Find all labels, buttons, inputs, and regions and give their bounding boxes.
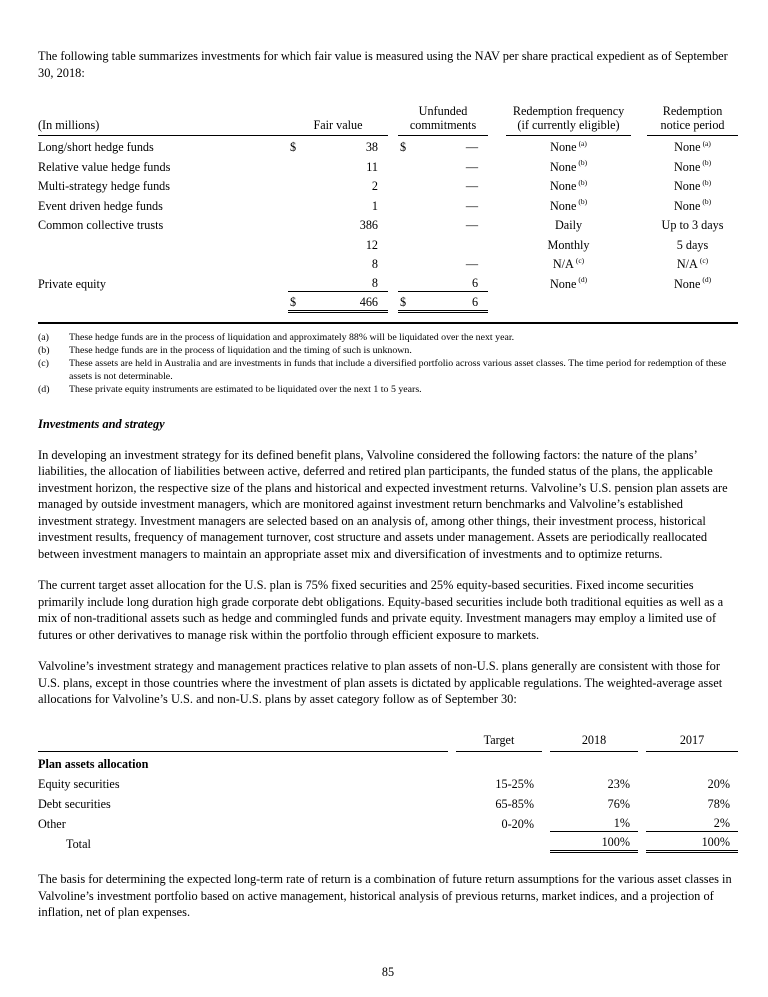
footnote-ref: (b) <box>702 197 712 207</box>
header-target: Target <box>456 730 542 752</box>
page-number: 85 <box>381 964 395 979</box>
frequency-cell: None $^{(a)}$ <box>550 138 587 154</box>
fair-value-cell: 386 <box>359 218 379 232</box>
frequency-cell: N/A $^{(c)}$ <box>552 255 585 271</box>
notice-cell: N/A $^{(c)}$ <box>676 255 709 271</box>
plan-assets-allocation-table <box>38 730 738 854</box>
fair-value-cell: 12 <box>365 237 379 252</box>
unfunded-currency: $ <box>400 140 407 154</box>
row-label: Equity securities <box>38 776 120 791</box>
row-label: Event driven hedge funds <box>38 198 163 213</box>
target-cell: 65-85% <box>495 796 534 811</box>
row-label: Other <box>38 816 66 831</box>
footnote-marker: (c) <box>38 357 49 369</box>
target-cell: 0-20% <box>501 816 534 831</box>
header-2018: 2018 <box>550 730 638 752</box>
footnote-ref: (a) <box>702 138 711 148</box>
table-row <box>38 792 738 812</box>
total-2017-cell: 100% <box>646 832 738 852</box>
closing-paragraph: The basis for determining the expected long-term rate of return is a combination of future return assumptions for the various asset classes in Valvoline’s investment portfolio based on active management, historical analysis of previous returns, market indices, and a projection of inflation, net of plan expenses. <box>38 872 732 919</box>
unfunded-cell: — <box>465 179 479 193</box>
table-total-row <box>38 832 738 852</box>
table-row <box>38 194 738 214</box>
frequency-cell: Monthly <box>547 237 590 252</box>
table-row <box>38 233 738 253</box>
row-label: Relative value hedge funds <box>38 159 171 174</box>
total-fair-value-cell: 466 <box>308 292 388 312</box>
total-label: Total <box>66 836 91 851</box>
notice-cell: None $^{(b)}$ <box>673 158 712 174</box>
document-page <box>38 0 738 980</box>
unfunded-cell: 6 <box>420 272 488 292</box>
row-label: Long/short hedge funds <box>38 140 154 154</box>
header-unfunded-commitments: Unfunded commitments <box>398 105 488 136</box>
footnote-ref: (d) <box>578 275 588 285</box>
fair-value-cell: 2 <box>371 179 379 193</box>
value-2017-cell: 20% <box>707 776 730 791</box>
footnote-ref: (a) <box>578 138 587 148</box>
header-in-millions: (In millions) <box>38 105 288 136</box>
table-row <box>38 772 738 792</box>
table-row <box>38 253 738 273</box>
footnote-ref: (b) <box>578 177 588 187</box>
row-label: Debt securities <box>38 796 111 811</box>
fair-value-cell: 8 <box>308 272 388 292</box>
fair-value-cell: 11 <box>366 159 379 174</box>
value-2017-cell: 2% <box>646 812 738 832</box>
table-row <box>38 272 738 292</box>
unfunded-cell: — <box>465 257 479 271</box>
value-2018-cell: 76% <box>607 796 630 811</box>
footnote-ref: (c) <box>575 255 585 265</box>
footnote-text: These hedge funds are in the process of liquidation and the timing of such is unknown. <box>69 344 412 356</box>
non-us-paragraph: Valvoline’s investment strategy and management practices relative to plan assets of non-U.S. plans generally are consistent with those for U.S. plans, except in those countries where the investment of plan assets is dictated by applicable regulations. The weighted-average asset allocations for Valvoline’s U.S. and non-U.S. plans by asset category follow as of September 30: <box>38 659 723 706</box>
column-gap <box>448 730 456 752</box>
footnote-ref: (d) <box>702 275 712 285</box>
strategy-paragraph: In developing an investment strategy for its defined benefit plans, Valvoline considered the following factors: the nature of the plans’ liabilities, the allocation of liabilities between active, deferred and retired plan participants, the funded status of the plans, the applicable investment horizon, the respective size of the plans and historical and expected investment returns. Valvoline’s U.S. pension plan assets are managed by outside investment managers, which are monitored against investment return benchmarks and Valvoline’s established investment strategy. Investment managers are selected based on an analysis of, among other things, their investment process, historical investment results, frequency of management turnover, cost structure and assets under management. Assets are periodically reallocated between investment managers to maintain an appropriate asset mix and diversification of investments and to optimize returns. <box>38 447 728 561</box>
notice-cell: None $^{(b)}$ <box>673 197 712 213</box>
footnote-ref: (b) <box>578 197 588 207</box>
footnote-text: These assets are held in Australia and are investments in funds that include a diversified portfolio across various asset classes. The time period for redemption of these assets is not determinable. <box>69 357 727 382</box>
column-gap <box>631 105 647 136</box>
header-fair-value: Fair value <box>288 105 388 136</box>
frequency-cell: None $^{(d)}$ <box>549 275 588 291</box>
footnote-ref: (c) <box>699 255 709 265</box>
footnote-text: These private equity instruments are estimated to be liquidated over the next 1 to 5 years. <box>69 383 422 395</box>
table-row <box>38 812 738 832</box>
table-row <box>38 136 738 156</box>
value-2018-cell: 23% <box>607 776 630 791</box>
notice-cell: Up to 3 days <box>661 218 724 232</box>
table-bottom-rule <box>38 322 738 324</box>
row-label: Common collective trusts <box>38 218 164 232</box>
nav-table-header-row <box>38 105 738 136</box>
footnote-marker: (d) <box>38 383 50 395</box>
unfunded-cell: — <box>465 198 479 213</box>
table-total-row <box>38 292 738 312</box>
header-redemption-notice: Redemption notice period <box>647 105 738 136</box>
fair-value-cell: 1 <box>371 198 379 213</box>
column-gap <box>488 105 506 136</box>
column-gap <box>638 730 646 752</box>
fair-value-cell: 8 <box>371 257 379 271</box>
table-row <box>38 214 738 234</box>
unfunded-cell: — <box>465 140 479 154</box>
intro-paragraph: The following table summarizes investments for which fair value is measured using the NAV per share practical expedient as of September 30, 2018: <box>38 49 728 80</box>
section-row <box>38 752 738 772</box>
fair-value-currency: $ <box>290 140 297 154</box>
value-2018-cell: 1% <box>550 812 638 832</box>
allocation-paragraph: The current target asset allocation for the U.S. plan is 75% fixed securities and 25% equity-based securities. Fixed income securities primarily include long duration high grade corporate debt obligations. Equity-based securities include both traditional equities as well as a mix of non-traditional assets such as hedge and commingled funds and private equity. Investment managers may employ a limited use of futures or other derivatives to manage risk within the portfolio through efficient exposure to markets. <box>38 578 724 642</box>
footnote-ref: (b) <box>702 158 712 168</box>
frequency-cell: None $^{(b)}$ <box>549 177 588 193</box>
column-gap <box>388 105 398 136</box>
value-2017-cell: 78% <box>707 796 730 811</box>
frequency-cell: Daily <box>554 218 583 232</box>
footnotes <box>38 331 738 396</box>
unfunded-cell: — <box>465 218 479 232</box>
header-redemption-frequency: Redemption frequency (if currently eligible) <box>506 105 631 136</box>
total-unfunded-cell: 6 <box>420 292 488 312</box>
row-label: Multi-strategy hedge funds <box>38 179 171 193</box>
table-row <box>38 155 738 175</box>
footnote-text: These hedge funds are in the process of liquidation and approximately 88% will be liquidated over the next year. <box>69 331 515 343</box>
footnote-marker: (a) <box>38 331 49 343</box>
notice-cell: None $^{(d)}$ <box>673 275 712 291</box>
footnote-ref: (b) <box>702 177 712 187</box>
row-label: Private equity <box>38 276 107 291</box>
total-2018-cell: 100% <box>550 832 638 852</box>
notice-cell: None $^{(a)}$ <box>674 138 711 154</box>
unfunded-cell: — <box>465 159 479 174</box>
frequency-cell: None $^{(b)}$ <box>549 158 588 174</box>
footnote-marker: (b) <box>38 344 50 356</box>
section-heading: Investments and strategy <box>38 416 165 431</box>
section-row-label: Plan assets allocation <box>38 756 149 771</box>
nav-investments-table <box>38 105 738 313</box>
total-fair-value-currency: $ <box>288 292 308 312</box>
notice-cell: 5 days <box>676 237 709 252</box>
table-row <box>38 175 738 195</box>
column-gap <box>542 730 550 752</box>
total-unfunded-currency: $ <box>398 292 420 312</box>
allocation-header-row <box>38 730 738 752</box>
fair-value-cell: 38 <box>365 140 379 154</box>
frequency-cell: None $^{(b)}$ <box>549 197 588 213</box>
header-2017: 2017 <box>646 730 738 752</box>
notice-cell: None $^{(b)}$ <box>673 177 712 193</box>
footnote-ref: (b) <box>578 158 588 168</box>
target-cell: 15-25% <box>495 776 534 791</box>
